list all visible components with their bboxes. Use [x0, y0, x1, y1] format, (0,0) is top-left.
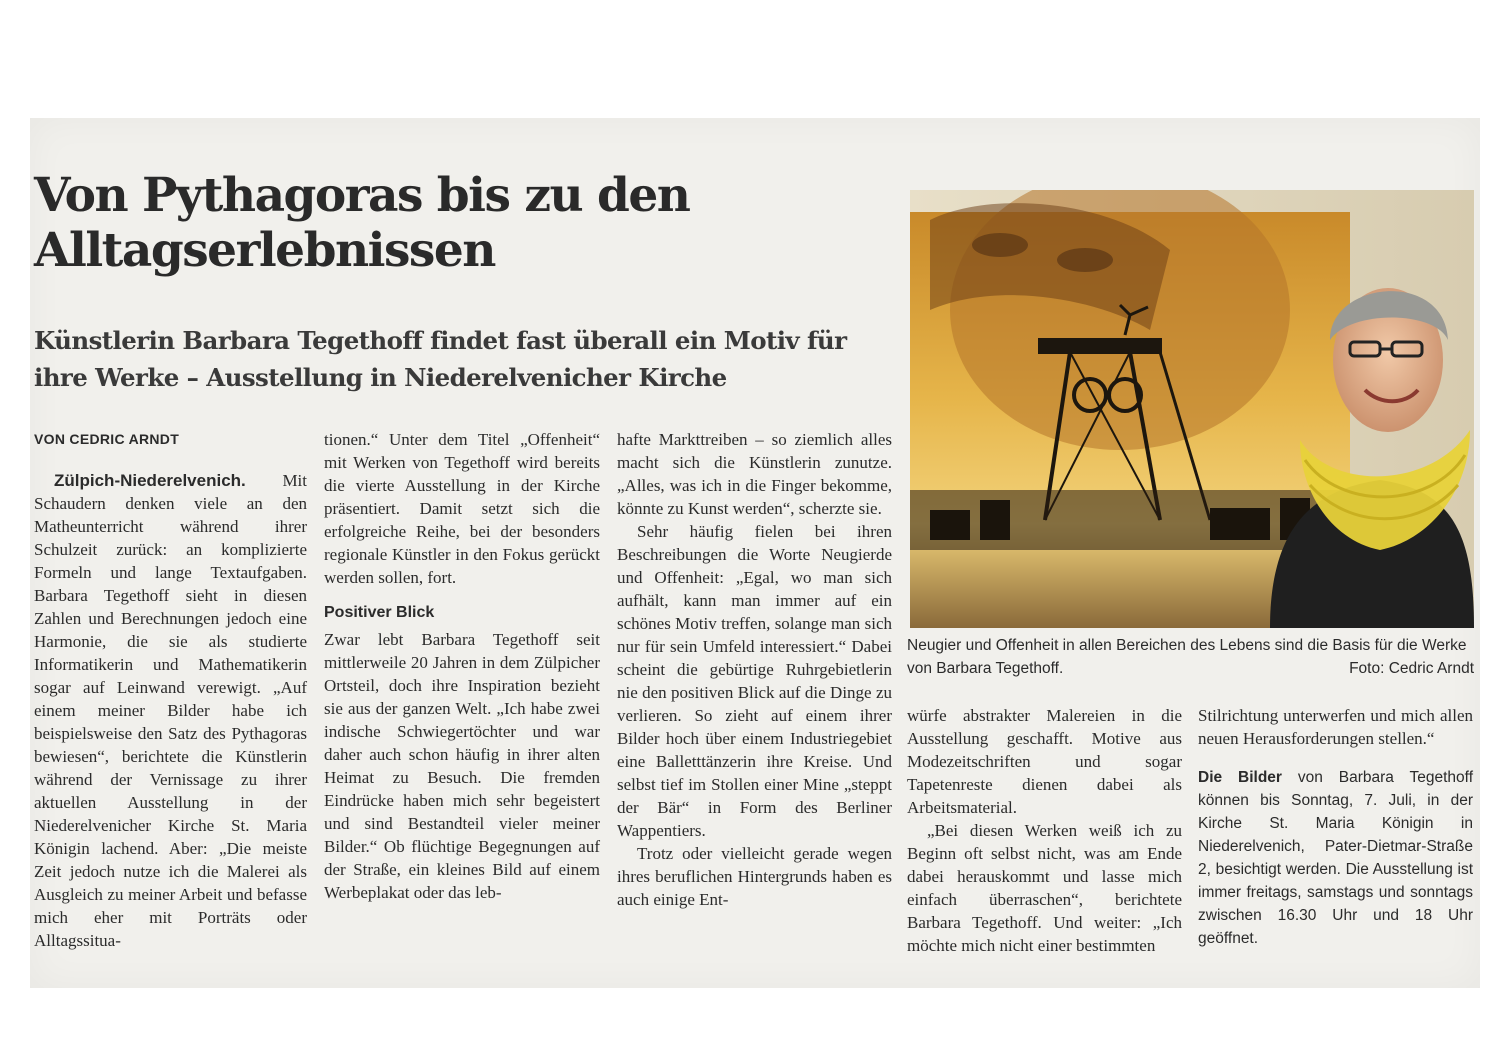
article-column-4 [907, 704, 1182, 957]
article-photo [910, 190, 1474, 628]
article-headline: Von Pythagoras bis zu den Alltagserlebnissen [34, 168, 690, 278]
paragraph: tionen.“ Unter dem Titel „Offenheit“ mit Werken von Tegethoff wird bereits die vierte Ausstellung in der Kirche präsentiert. Damit setzt sich die erfolgreiche Reihe, bei der besonders regionale Künstler in den Fokus gerückt werden sollen, fort. [324, 430, 600, 587]
section-subhead: Positiver Blick [324, 604, 435, 621]
article-column-2 [324, 428, 600, 904]
dateline: Zülpich-Niederelvenich. [54, 471, 246, 490]
article-column-1 [34, 428, 307, 952]
paragraph: Stilrichtung unterwerfen und mich allen neuen Herausforderungen stellen.“ [1198, 706, 1473, 748]
article-column-3 [617, 428, 892, 911]
paragraph: Sehr häufig fielen bei ihren Beschreibungen die Worte Neugierde und Offenheit: „Egal, wo man sich aufhält, kann man immer auf ein schönes Motiv treffen, solange man sich nur für sein Umfeld interessiert.“ Dabei scheint die gebürtige Ruhrgebietlerin nie den positiven Blick auf die Dinge zu verlieren. So zieht auf einem ihrer Bilder hoch über einem Industriegebiet eine Balletttänzerin ihre Kreise. Und selbst tief im Stollen einer Mine „steppt der Bär“ in Form des Berliner Wappentiers. [617, 522, 892, 840]
caption-text: Neugier und Offenheit in allen Bereichen des Lebens sind die Basis für die Werke von Barbara Tegethoff. [907, 637, 1467, 677]
article-column-5 [1198, 704, 1473, 950]
paragraph: Zwar lebt Barbara Tegethoff seit mittlerweile 20 Jahren in dem Zülpicher Ortsteil, doch ihre Inspiration bezieht sie aus der ganzen Welt. „Ich habe zwei indische Schwiegertöchter und war daher auch schon häufig in ihrer alten Heimat zu Besuch. Die fremden Eindrücke haben mich sehr begeistert und sind Bestandteil vieler meiner Bilder.“ Ob flüchtige Begegnungen auf der Straße, ein kleines Bild auf einem Werbeplakat oder das leb- [324, 630, 600, 902]
byline: VON CEDRIC ARNDT [34, 431, 180, 447]
photo-artist-with-painting [910, 190, 1474, 628]
paragraph: Trotz oder vielleicht gerade wegen ihres beruflichen Hintergrunds haben es auch einige Ent- [617, 844, 892, 909]
article-subheadline: Künstlerin Barbara Tegethoff findet fast überall ein Motiv für ihre Werke – Ausstellung in Niederelvenicher Kirche [34, 326, 847, 392]
photo-credit: Foto: Cedric Arndt [1349, 660, 1474, 677]
photo-caption [907, 634, 1474, 680]
info-lead: Die Bilder [1198, 769, 1282, 786]
paragraph: „Bei diesen Werken weiß ich zu Beginn oft selbst nicht, was am Ende dabei herauskommt und lasse mich einfach überraschen“, berichtete Barbara Tegethoff. Und weiter: „Ich möchte mich nicht einer bestimmten [907, 821, 1182, 955]
info-text: von Barbara Tegethoff können bis Sonntag, 7. Juli, in der Kirche St. Maria Königin in Niederelvenich, Pater-Dietmar-Straße 2, besichtigt werden. Die Ausstellung ist immer freitags, samstags und sonntags zwischen 16.30 Uhr und 18 Uhr geöffnet. [1198, 769, 1473, 947]
paragraph: hafte Markttreiben – so ziemlich alles macht sich die Künstlerin zunutze. „Alles, was ich in die Finger bekomme, könnte zu Kunst werden“, scherzte sie. [617, 430, 892, 518]
info-box [1198, 766, 1473, 950]
paragraph [34, 469, 307, 952]
paragraph-text: Mit Schaudern denken viele an den Matheunterricht während ihrer Schulzeit zurück: an komplizierte Formeln und lange Textaufgaben. Barbara Tegethoff sieht in diesen Zahlen und Berechnungen jedoch eine Harmonie, die sie als studierte Informatikerin und Mathematikerin sogar auf Leinwand verewigt. „Auf einem meiner Bilder habe ich beispielsweise den Satz des Pythagoras bewiesen“, berichtete die Künstlerin während der Vernissage zu ihrer aktuellen Ausstellung in der Niederelvenicher Kirche St. Maria Königin lachend. Aber: „Die meiste Zeit jedoch nutze ich die Malerei als Ausgleich zu meiner Arbeit und befasse mich eher mit Porträts oder Alltagssitua- [34, 471, 307, 950]
paragraph: würfe abstrakter Malereien in die Ausstellung geschafft. Motive aus Modezeitschriften und sogar Tapetenreste dienen dabei als Arbeitsmaterial. [907, 706, 1182, 817]
